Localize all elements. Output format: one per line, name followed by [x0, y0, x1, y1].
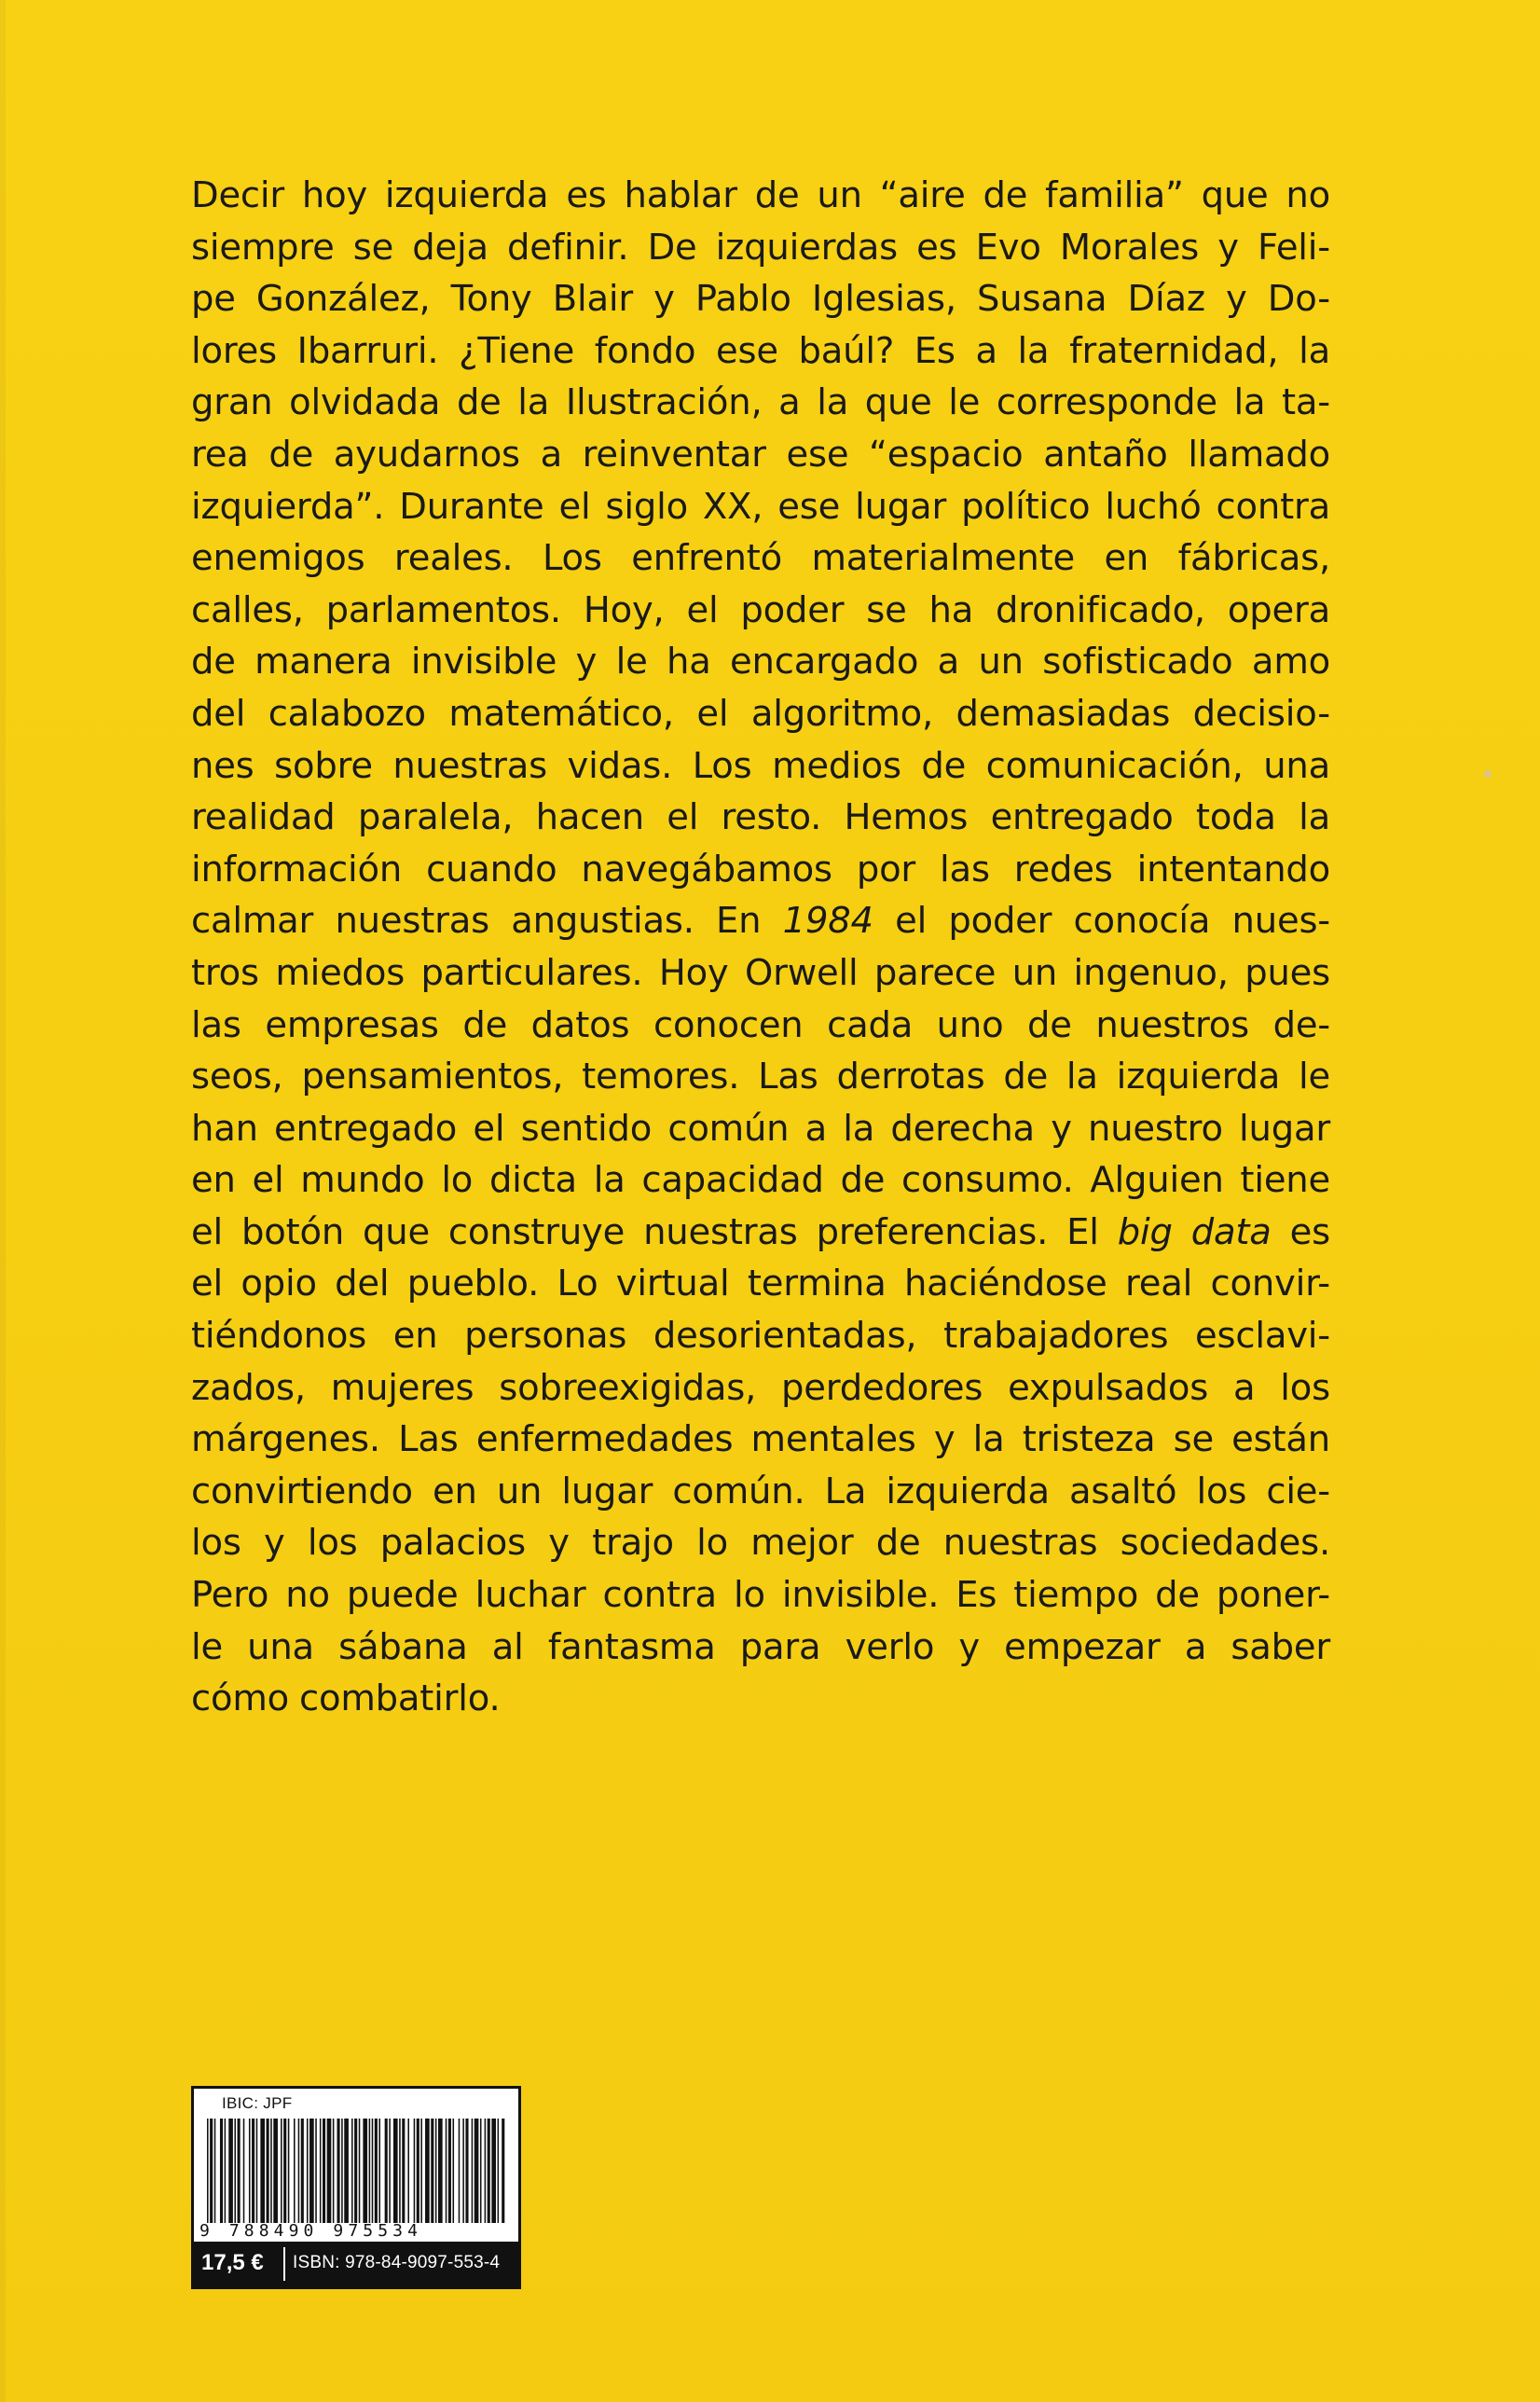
blurb-text-segment: realidad paralela, hacen el resto. Hemos entregado toda la: [191, 796, 1330, 839]
blurb-line: [191, 1207, 1330, 1259]
barcode-bar: [448, 2119, 451, 2223]
barcode-bar: [288, 2119, 290, 2223]
barcode-bar: [252, 2119, 254, 2223]
blurb-line: [191, 1103, 1330, 1155]
blurb-text-segment: el botón que construye nuestras preferencias. El: [191, 1210, 1118, 1253]
barcode-bar: [438, 2119, 443, 2223]
barcode-bar: [485, 2119, 487, 2223]
blurb-text-segment: le una sábana al fantasma para verlo y empezar a saber: [191, 1625, 1330, 1668]
barcode-bar: [474, 2119, 479, 2223]
barcode-bar: [228, 2119, 233, 2223]
barcode-bar: [256, 2119, 258, 2223]
barcode-bar: [465, 2119, 468, 2223]
blurb-text-segment: lores Ibarruri. ¿Tiene fondo ese baúl? Es a la fraternidad, la: [191, 329, 1330, 372]
barcode-bar: [453, 2119, 455, 2223]
barcode-bar: [220, 2119, 223, 2223]
barcode-bar: [351, 2119, 353, 2223]
barcode-bar: [327, 2119, 332, 2223]
barcode-bar: [420, 2119, 422, 2223]
barcode-bar: [459, 2119, 461, 2223]
barcode-bar: [307, 2119, 309, 2223]
barcode-bar: [363, 2119, 367, 2223]
blurb-text-segment: calmar nuestras angustias. En: [191, 900, 783, 943]
barcode-bar: [281, 2119, 282, 2223]
barcode-bars: [203, 2119, 511, 2223]
blurb-text-segment: Pero no puede luchar contra lo invisible. Es tiempo de poner-: [191, 1574, 1330, 1617]
cover-edge-shadow: [0, 0, 6, 2402]
barcode-label: [191, 2086, 521, 2289]
isbn-label: ISBN: 978-84-9097-553-4: [293, 2253, 501, 2272]
barcode-bar: [341, 2119, 343, 2223]
blurb-text-segment: pe González, Tony Blair y Pablo Iglesias, Susana Díaz y Do-: [191, 278, 1330, 321]
blurb-text-segment: el opio del pueblo. Lo virtual termina haciéndose real convir-: [191, 1263, 1330, 1305]
barcode-bar: [238, 2119, 241, 2223]
barcode-bar: [488, 2119, 490, 2223]
barcode-bar: [359, 2119, 361, 2223]
barcode-bar: [301, 2119, 304, 2223]
barcode-bar: [337, 2119, 340, 2223]
blurb-text-segment: es: [1271, 1210, 1330, 1253]
blurb-line: [191, 273, 1330, 325]
barcode-bar: [283, 2119, 286, 2223]
blurb-text-segment: en el mundo lo dicta la capacidad de consumo. Alguien tiene: [191, 1159, 1330, 1202]
price-isbn-bar: [194, 2242, 518, 2286]
blurb-text-segment: enemigos reales. Los enfrentó materialmente en fábricas,: [191, 537, 1330, 580]
barcode-bar: [378, 2119, 380, 2223]
blurb-text-segment: Decir hoy izquierda es hablar de un “aire de familia” que no: [191, 174, 1330, 216]
price-divider: [283, 2247, 285, 2281]
blurb-line: [191, 1258, 1330, 1310]
barcode-bar: [385, 2119, 388, 2223]
barcode-bar: [407, 2119, 409, 2223]
barcode-bar: [333, 2119, 335, 2223]
blurb-text-segment: han entregado el sentido común a la derecha y nuestro lugar: [191, 1107, 1330, 1150]
blurb-line: [191, 1362, 1330, 1415]
blurb-text: [191, 170, 1330, 1725]
blurb-text-segment: calles, parlamentos. Hoy, el poder se ha dronificado, opera: [191, 588, 1330, 631]
blurb-line: [191, 1310, 1330, 1362]
blurb-text-segment: los y los palacios y trajo lo mejor de nuestras sociedades.: [191, 1522, 1330, 1565]
barcode-bar: [435, 2119, 437, 2223]
blurb-text-segment: tiéndonos en personas desorientadas, trabajadores esclavi-: [191, 1315, 1330, 1358]
barcode-digits: 9 788490 975534: [199, 2221, 423, 2241]
blurb-text-segment: rea de ayudarnos a reinventar ese “espacio antaño llamado: [191, 433, 1330, 476]
barcode-bar: [402, 2119, 405, 2223]
barcode-bar: [389, 2119, 391, 2223]
blurb-line: [191, 1673, 1330, 1725]
blurb-line: [191, 1000, 1330, 1052]
barcode-bar: [320, 2119, 322, 2223]
blurb-line: [191, 1517, 1330, 1569]
barcode-bar: [354, 2119, 357, 2223]
barcode-bar: [414, 2119, 416, 2223]
blurb-line: [191, 688, 1330, 740]
barcode-bar: [225, 2119, 227, 2223]
ibic-code: IBIC: JPF: [222, 2094, 293, 2112]
blurb-line: [191, 481, 1330, 533]
barcode-bar: [309, 2119, 314, 2223]
blurb-line: [191, 222, 1330, 274]
barcode-bar: [472, 2119, 474, 2223]
blurb-line: [191, 1569, 1330, 1622]
print-speck: [1484, 770, 1492, 778]
blurb-text-segment: las empresas de datos conocen cada uno de nuestros de-: [191, 1003, 1330, 1046]
blurb-line: [191, 895, 1330, 947]
blurb-text-segment: tros miedos particulares. Hoy Orwell parece un ingenuo, pues: [191, 951, 1330, 994]
blurb-line: [191, 844, 1330, 896]
blurb-text-segment: de manera invisible y le ha encargado a un sofisticado amo: [191, 641, 1330, 683]
blurb-line: [191, 325, 1330, 378]
barcode-bar: [498, 2119, 500, 2223]
barcode-bar: [344, 2119, 349, 2223]
blurb-text-segment: el poder conocía nues-: [873, 900, 1330, 943]
blurb-line: [191, 1414, 1330, 1466]
barcode-bar: [393, 2119, 398, 2223]
barcode-bar: [267, 2119, 269, 2223]
barcode-bar: [372, 2119, 374, 2223]
blurb-line: [191, 636, 1330, 688]
barcode-bar: [375, 2119, 378, 2223]
blurb-line: [191, 740, 1330, 793]
barcode-bar: [214, 2119, 216, 2223]
blurb-italic-text: 1984: [782, 900, 873, 943]
barcode-bar: [249, 2119, 251, 2223]
blurb-text-segment: márgenes. Las enfermedades mentales y la tristeza se están: [191, 1418, 1330, 1461]
barcode-bar: [207, 2119, 209, 2223]
blurb-line: [191, 1051, 1330, 1103]
barcode-bar: [243, 2119, 245, 2223]
barcode-bar: [298, 2119, 300, 2223]
blurb-line: [191, 532, 1330, 585]
barcode-bar: [273, 2119, 278, 2223]
blurb-line: [191, 585, 1330, 637]
blurb-line: [191, 377, 1330, 429]
barcode-bar: [369, 2119, 371, 2223]
barcode-bar: [480, 2119, 482, 2223]
barcode-bar: [399, 2119, 401, 2223]
price-label: 17,5 €: [201, 2250, 264, 2275]
blurb-text-segment: del calabozo matemático, el algoritmo, demasiadas decisio-: [191, 692, 1330, 735]
blurb-text-segment: siempre se deja definir. De izquierdas es Evo Morales y Feli-: [191, 226, 1330, 269]
blurb-text-segment: información cuando navegábamos por las redes intentando: [191, 848, 1330, 890]
barcode-bar: [491, 2119, 496, 2223]
barcode-bar: [210, 2119, 213, 2223]
barcode-bar: [260, 2119, 265, 2223]
barcode-bar: [431, 2119, 433, 2223]
barcode-bar: [315, 2119, 317, 2223]
barcode-bar: [323, 2119, 325, 2223]
barcode-bar: [270, 2119, 272, 2223]
blurb-line: [191, 1622, 1330, 1674]
blurb-text-segment: nes sobre nuestras vidas. Los medios de comunicación, una: [191, 744, 1330, 787]
barcode-bar: [502, 2119, 504, 2223]
blurb-text-segment: zados, mujeres sobreexigidas, perdedores expulsados a los: [191, 1366, 1330, 1409]
blurb-text-segment: seos, pensamientos, temores. Las derrotas de la izquierda le: [191, 1056, 1330, 1098]
blurb-text-segment: convirtiendo en un lugar común. La izquierda asaltó los cie-: [191, 1470, 1330, 1512]
barcode-bar: [425, 2119, 430, 2223]
blurb-line: [191, 1466, 1330, 1518]
blurb-text-segment: gran olvidada de la Ilustración, a la que le corresponde la ta-: [191, 381, 1330, 424]
blurb-line: [191, 429, 1330, 481]
blurb-line: [191, 1154, 1330, 1207]
blurb-text-segment: izquierda”. Durante el siglo XX, ese lugar político luchó contra: [191, 485, 1330, 528]
barcode-bar: [417, 2119, 419, 2223]
blurb-line: [191, 170, 1330, 222]
blurb-line: [191, 947, 1330, 1000]
barcode-bar: [234, 2119, 236, 2223]
blurb-italic-text: big data: [1117, 1210, 1272, 1253]
barcode-bar: [462, 2119, 464, 2223]
barcode-bar: [446, 2119, 447, 2223]
barcode-bar: [294, 2119, 296, 2223]
blurb-line: [191, 792, 1330, 844]
blurb-text-segment: cómo combatirlo.: [191, 1677, 501, 1720]
